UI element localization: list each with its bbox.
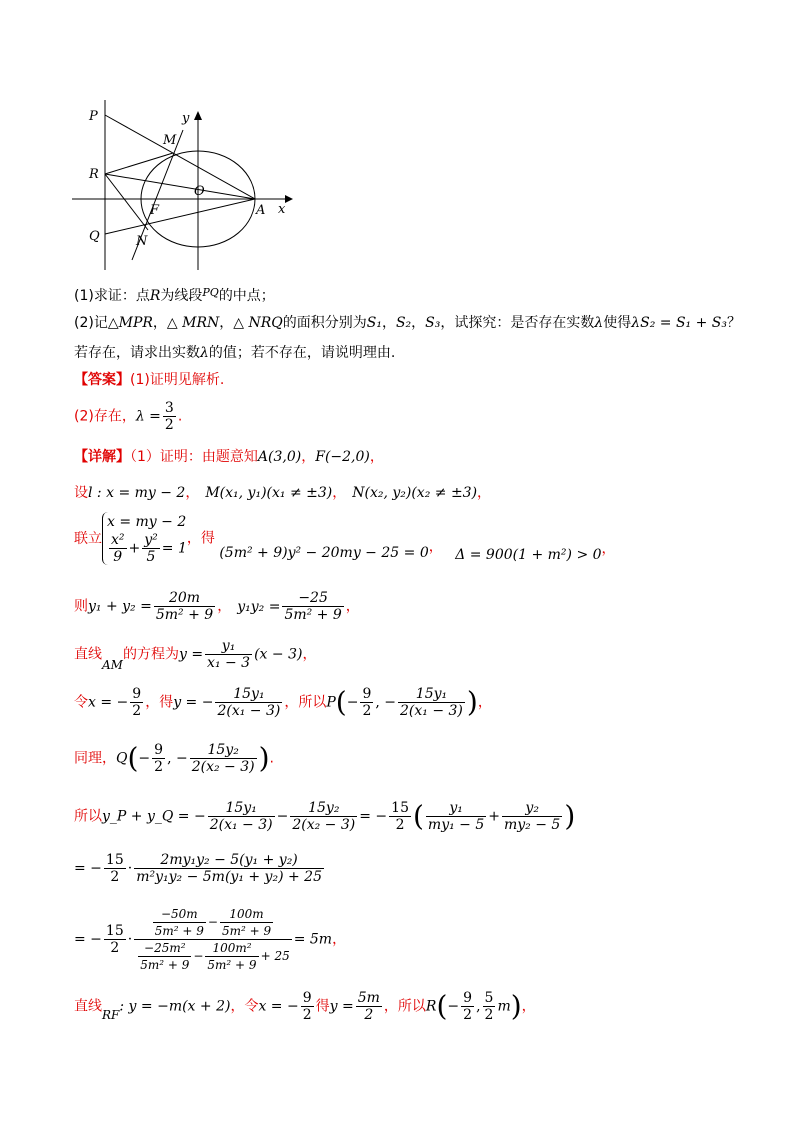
p-y-num: 15y₁: [398, 686, 465, 703]
detail-let: 令x = − $\frac{9}{2}$ ，得y = − $\frac{\text{15y₁}}{\text{2(x₁ − 3)}}$ ，所以P(− $\frac{9}{2}$ , − $\frac{\text{15y₁}}{\text{2(x₁ − 3)}}$ )，: [74, 685, 492, 719]
triangle-NRQ: △ NRQ: [233, 315, 283, 331]
line-RM: [105, 153, 173, 174]
joint-prefix: 联立: [74, 530, 102, 547]
point-R: R: [425, 998, 437, 1015]
let-so: 所以: [298, 694, 327, 711]
label-O: O: [194, 184, 205, 199]
prod-den: 5m² + 9: [284, 607, 342, 623]
detail-label: 【详解】: [74, 449, 130, 465]
r-y-frac: [483, 990, 496, 1023]
part1-mid: 为线段: [160, 288, 203, 304]
point-F: F(−2,0): [315, 449, 370, 465]
part2-such-that: 使得: [603, 315, 632, 331]
rf-x-num: 9: [302, 990, 312, 1006]
answer-num: 3: [164, 400, 174, 416]
label-y: y: [182, 111, 190, 126]
q-y-num: 15y₂: [190, 742, 257, 759]
step3-complex-frac: [134, 906, 292, 973]
detail-system: 联立 x = my − 2 $\frac{\text{x²}}{9}$ + $\frac{\text{y²}}{5}$ = 1 ，得 (5m² + 9)y² − 20my − 25 = 0， Δ = 900(1 + m²) > 0，: [74, 514, 616, 565]
rf-x-den: 2: [302, 1007, 312, 1023]
line-am-name: AM: [102, 657, 123, 672]
step2-den: m²y₁y₂ − 5m(y₁ + y₂) + 25: [136, 869, 322, 885]
system-of-equations: [102, 512, 187, 565]
frac-x: [109, 532, 127, 565]
prod-frac: [282, 590, 343, 623]
r-y-den: 2: [484, 1007, 494, 1023]
system-eq1: x = my − 2: [107, 514, 187, 530]
detail-sum: 所以y_P + y_Q = − $\frac{\text{15y₁}}{\text{2(x₁ − 3)}}$ − $\frac{\text{15y₂}}{\text{2(x₂ − 3)}}$ = − $\frac{15}{2}$ ( $\frac{\text{y₁}}{\text{my₁ − 5}}$ + $\frac{\text{y₂}}{\text{my₂ − 5}}$ ): [74, 799, 576, 833]
p-x-frac: $\frac{9}{2}$: [362, 686, 372, 719]
frac-x-den: 9: [113, 549, 123, 565]
rf-let: 令: [244, 998, 259, 1015]
detail-intro: （1）证明：由题意知: [130, 449, 258, 465]
step3-c-den: 5m² + 9: [140, 958, 190, 972]
label-R: R: [89, 167, 99, 182]
answer-den: 2: [164, 417, 174, 433]
let-y: y = −: [173, 694, 214, 711]
rf-prefix: 直线: [74, 998, 102, 1015]
sum-den: 5m² + 9: [155, 607, 214, 623]
point-N-def: N(x₂, y₂)(x₂ ≠ ±3): [352, 485, 478, 501]
step3-a-num: −50m: [153, 906, 206, 923]
joint-get: 得: [200, 530, 215, 547]
let-y-den: 2(x₁ − 3): [217, 703, 281, 719]
then-prefix: 则: [74, 598, 88, 615]
answer-label: 【答案】: [74, 372, 130, 388]
let-frac: [130, 686, 143, 719]
sum-t2-den: 2(x₂ − 3): [292, 817, 356, 833]
answer-line1: [74, 370, 224, 390]
part1-segment-PQ: PQ: [202, 286, 219, 299]
ellipse-figure: [70, 100, 300, 275]
sum-yp-yq: y_P + y_Q = −: [102, 808, 206, 825]
label-Q: Q: [89, 229, 100, 244]
let-y-num: 15y₁: [215, 686, 282, 703]
x-axis-arrow: [285, 195, 293, 203]
let-num: 9: [132, 686, 142, 702]
sum-t1-num: 15y₁: [208, 800, 275, 817]
rf-y-frac: [356, 990, 382, 1023]
line-QA: [105, 199, 255, 234]
line-l-eq: l : x = my − 2: [88, 485, 186, 501]
rf-x: x = −: [258, 998, 299, 1015]
sum-coef-num: 15: [391, 800, 409, 816]
step3-result: = 5m: [293, 931, 333, 948]
rf-so: 所以: [397, 998, 426, 1015]
answer-part1: (1)证明见解析.: [130, 372, 225, 388]
sum-eq: = −: [359, 808, 388, 825]
prod-lhs: y₁y₂ =: [237, 598, 281, 615]
detail-line1: 【详解】（1）证明：由题意知A(3,0)，F(−2,0)，: [74, 449, 384, 465]
detail-same-Q: 同理，Q(− $\frac{9}{2}$ , − $\frac{\text{15y₂}}{\text{2(x₂ − 3)}}$ ).: [74, 741, 274, 775]
sum-t1-den: 2(x₁ − 3): [209, 817, 273, 833]
rf-y-den: 2: [364, 1007, 374, 1023]
step3-b: [220, 906, 273, 939]
step2-frac: [134, 852, 324, 885]
sum-in2-den: my₂ − 5: [504, 817, 561, 833]
rf-name: RF: [102, 1007, 120, 1022]
sep2: ，: [219, 315, 234, 331]
detail-line-AM: 直线AM的方程为y = $\frac{\text{y₁}}{\text{x₁ − 3}}$ (x − 3)，: [74, 638, 317, 672]
frac-y-den: 5: [146, 549, 156, 565]
part2-line2-text: 若存在，请求出实数: [74, 345, 200, 361]
quadratic-eq: (5m² + 9)y² − 20my − 25 = 0: [219, 544, 429, 561]
sum-in1-den: my₁ − 5: [427, 817, 485, 833]
prod-num: −25: [282, 590, 343, 607]
triangle-MPR: △MPR: [107, 315, 153, 331]
label-F: F: [150, 203, 160, 218]
part2-explore: ，试探究：是否存在实数: [440, 315, 595, 331]
sum-in1-num: y₁: [426, 800, 486, 817]
step3-d-num: 100m²: [205, 940, 258, 957]
answer-part2-prefix: (2)存在，: [74, 408, 136, 425]
rf-get: 得: [315, 998, 330, 1015]
part1-suffix: 的中点；: [218, 288, 275, 304]
label-A: A: [256, 203, 266, 218]
frac-y: [142, 532, 160, 565]
part2-question-mark: ？: [726, 315, 741, 331]
q-x-frac: $\frac{9}{2}$: [154, 742, 164, 775]
r-x-frac: $\frac{9}{2}$: [463, 990, 473, 1023]
q-y-den: 2(x₂ − 3): [191, 759, 255, 775]
line-am-rhs: (x − 3): [254, 646, 303, 663]
sum-coef: [389, 800, 411, 833]
step3-c-num: −25m²: [138, 940, 191, 957]
sum-in2-num: y₂: [502, 800, 562, 817]
area-S1: S₁: [366, 315, 382, 331]
part2-line2-end: 的值；若不存在，请说明理由.: [208, 345, 396, 361]
let-get: 得: [159, 694, 174, 711]
point-M-def: M(x₁, y₁)(x₁ ≠ ±3): [205, 485, 333, 501]
point-A: A(3,0): [257, 449, 302, 465]
step3-upper: $\frac{-50m}{\text{5m² + 9}}$ − $\frac{100m}{\text{5m² + 9}}$: [134, 906, 292, 940]
label-P: P: [89, 109, 98, 124]
detail-step3: = − $\frac{15}{2}$ · $\frac{-50m}{\text{5m² + 9}}$ − $\frac{100m}{\text{5m² + 9}}$ $\frac{\text{−25m²}}{\text{5m² + 9}}$ − $\frac{\text{100m²}}{\text{5m² + 9}}$ + 25 = 5m，: [74, 907, 347, 972]
line-am-lhs: y =: [178, 646, 204, 663]
point-Q: Q: [116, 750, 128, 767]
sum-in2: [502, 800, 562, 833]
r-y-num: 5: [484, 990, 494, 1006]
let-prefix: 令: [74, 694, 88, 711]
label-x: x: [278, 202, 286, 217]
part1-point-R: R: [149, 288, 161, 304]
step3-d: [205, 940, 258, 973]
sum-lhs: y₁ + y₂ =: [88, 598, 152, 615]
rf-equation: : y = −m(x + 2): [119, 998, 231, 1015]
area-S2: S₂: [395, 315, 412, 331]
step2-coef: $\frac{15}{2}$: [105, 852, 124, 885]
question-part2: (2)记△MPR，△ MRN，△ NRQ的面积分别为S₁，S₂，S₃，试探究：是否存在实数λ使得λS₂ = S₁ + S₃？: [74, 315, 741, 331]
detail-line-RF: 直线RF: y = −m(x + 2)，令x = − $\frac{9}{2}$ 得y = $\frac{5m}{2}$ ，所以R(− $\frac{9}{2}$ , $\frac{5}{2}$ m)，: [74, 989, 536, 1023]
sum-frac: [154, 590, 215, 623]
step3-a-den: 5m² + 9: [154, 924, 204, 938]
step3-d-den: 5m² + 9: [207, 958, 257, 972]
step3-c: [138, 940, 191, 973]
frac-x-num: x²: [111, 532, 125, 548]
sum-t2-num: 15y₂: [290, 800, 357, 817]
part2-area-text: 的面积分别为: [282, 315, 367, 331]
let-den: 2: [132, 703, 142, 719]
step3-lower: $\frac{\text{−25m²}}{\text{5m² + 9}}$ − $\frac{\text{100m²}}{\text{5m² + 9}}$ + 25: [140, 941, 290, 972]
sum-num: 20m: [154, 590, 215, 607]
detail-set-line: 设l : x = my − 2， M(x₁, y₁)(x₁ ≠ ±3)， N(x₂, y₂)(x₂ ≠ ±3)，: [74, 485, 492, 501]
detail-vieta: 则y₁ + y₂ = $\frac{20m}{\text{5m² + 9}}$ ， y₁y₂ = $\frac{-25}{\text{5m² + 9}}$ ，: [74, 590, 360, 623]
discriminant: Δ = 900(1 + m²) > 0: [455, 546, 602, 563]
part2-prefix: (2)记: [74, 315, 108, 331]
let-y-frac: [215, 686, 282, 719]
answer-fraction: [163, 400, 176, 433]
sum-coef-den: 2: [395, 817, 405, 833]
same-prefix: 同理，: [74, 750, 116, 767]
let-x: x = −: [88, 694, 129, 711]
line-am-den: x₁ − 3: [207, 655, 251, 671]
step3-tail: + 25: [260, 949, 290, 963]
sum-t2: [290, 800, 357, 833]
detail-step2: = − $\frac{15}{2}$ · $\frac{\text{2my₁y₂ − 5(y₁ + y₂)}}{\text{m²y₁y₂ − 5m(y₁ + y₂) + 25}}$: [74, 852, 322, 885]
label-N: N: [136, 234, 148, 249]
question-part1: [74, 283, 275, 306]
point-P: P: [326, 694, 336, 711]
lambda-2: λ: [200, 345, 209, 361]
step3-b-num: 100m: [220, 906, 273, 923]
sum-prefix: 所以: [74, 808, 102, 825]
rf-y: y =: [329, 998, 354, 1015]
area-S3: S₃: [425, 315, 441, 331]
rf-x-frac: [301, 990, 314, 1023]
system-eq2-rhs: = 1: [161, 540, 187, 557]
q-y-frac: [190, 742, 257, 775]
line-am-prefix: 直线: [74, 646, 102, 663]
y-axis-arrow: [194, 111, 202, 120]
system-eq2: $\frac{\text{x²}}{9}$ + $\frac{\text{y²}}{5}$ = 1: [111, 532, 187, 565]
set-prefix: 设: [74, 485, 88, 501]
sum-t1: [208, 800, 275, 833]
step3-coef: $\frac{15}{2}$: [105, 923, 124, 956]
step3-b-den: 5m² + 9: [221, 924, 272, 938]
question-part2-line2: [74, 343, 395, 363]
line-am-mid: 的方程为: [122, 646, 179, 663]
label-M: M: [163, 133, 177, 148]
part2-equation: λS₂ = S₁ + S₃: [631, 315, 727, 331]
triangle-MRN: △ MRN: [166, 315, 220, 331]
p-y-frac: [398, 686, 465, 719]
line-am-frac: [205, 638, 252, 671]
step3-a: [153, 906, 206, 939]
p-y-den: 2(x₁ − 3): [400, 703, 463, 719]
answer-lambda: λ =: [135, 408, 161, 425]
sum-in1: [426, 800, 486, 833]
frac-y-num: y²: [144, 532, 158, 548]
part1-prefix: (1)求证：点: [74, 288, 150, 304]
rf-y-num: 5m: [357, 990, 380, 1006]
line-am-num: y₁: [205, 638, 252, 655]
answer-line2: (2)存在，λ = $\frac{3}{2}$ .: [74, 400, 183, 433]
lambda: λ: [594, 315, 604, 331]
sep1: ，: [152, 315, 167, 331]
step2-num: 2my₁y₂ − 5(y₁ + y₂): [134, 852, 324, 869]
